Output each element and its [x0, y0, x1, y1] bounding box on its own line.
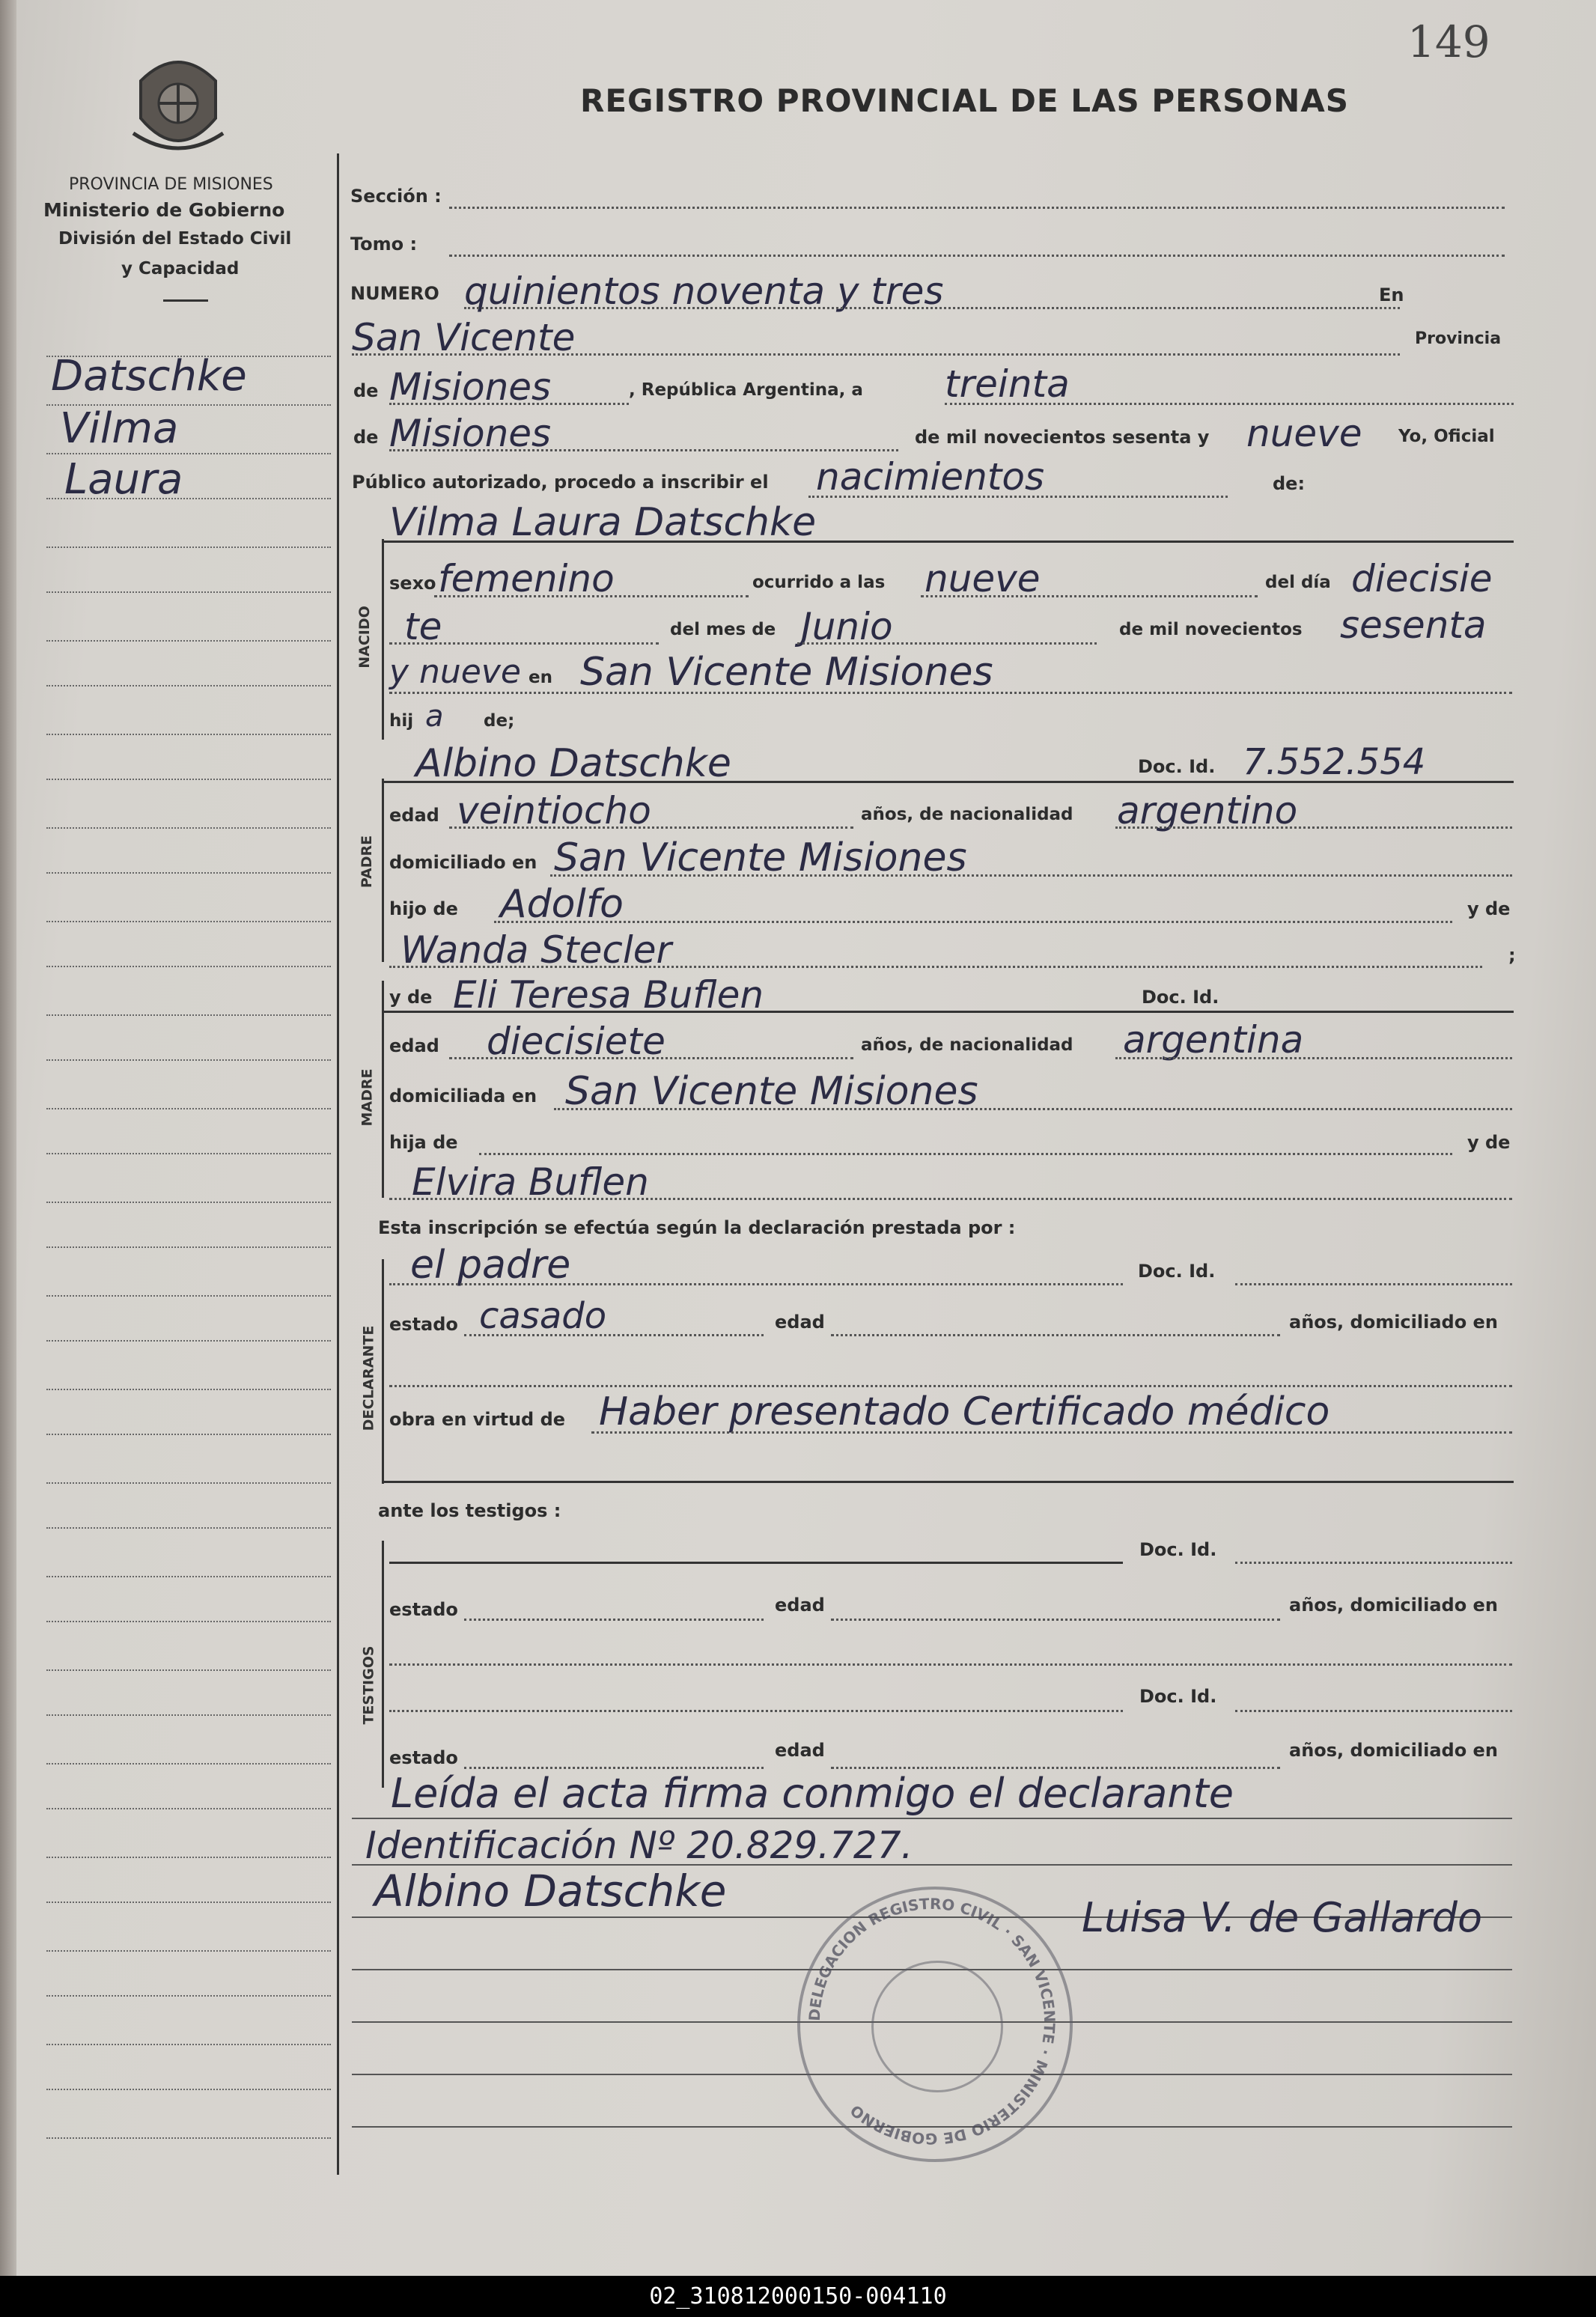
acto-line [808, 496, 1228, 498]
testigos-bracket [382, 1541, 384, 1788]
padre-dom-label: domiciliado en [389, 852, 537, 873]
svg-text:DELEGACION REGISTRO CIVIL · SA: DELEGACION REGISTRO CIVIL · SAN VICENTE · MINISTERIO DE GOBIERNO [805, 1894, 1059, 2149]
lugar-line [389, 692, 1512, 694]
margin-middle-name: Laura [64, 455, 183, 504]
tomo-label: Tomo : [350, 234, 418, 255]
book-spine [0, 0, 16, 2276]
de-label: de [353, 380, 379, 401]
hora-line [921, 595, 1258, 597]
madre-doc-label: Doc. Id. [1142, 987, 1219, 1008]
closing-line1: Leída el acta firma conmigo el declarante [391, 1770, 1234, 1817]
dia-cont-line [389, 642, 659, 645]
testigo1-name-line [389, 1562, 1123, 1564]
testigo1-edad-label: edad [775, 1595, 825, 1616]
coat-of-arms-icon [126, 51, 231, 163]
madre-yde2-label: y de [1467, 1132, 1511, 1153]
de3-label: de: [1273, 473, 1306, 494]
margin-surname: Datschke [51, 352, 247, 401]
padre-name-line [382, 781, 1514, 783]
declarante-doc-label: Doc. Id. [1138, 1261, 1216, 1282]
padre-dom-line [550, 874, 1512, 877]
place-line [352, 353, 1400, 356]
madre-nac-value: argentina [1123, 1018, 1304, 1062]
closing-line2: Identificación Nº 20.829.727. [365, 1824, 913, 1867]
page-title: REGISTRO PROVINCIAL DE LAS PERSONAS [580, 82, 1350, 119]
sexo-line [434, 595, 749, 597]
madre-bracket [382, 981, 384, 1198]
declarante-name-line [389, 1283, 1123, 1285]
testigo1-estado-line [464, 1619, 764, 1621]
padre-hijo-line [494, 921, 1452, 923]
seccion-line [449, 207, 1505, 209]
padre-dom-value: San Vicente Misiones [554, 835, 967, 880]
padre-yde-label: y de [1467, 898, 1511, 919]
madre-label: MADRE [359, 1068, 376, 1127]
madre-madre-line [389, 1198, 1512, 1200]
padre-bracket [382, 779, 384, 962]
padre-edad-line [449, 826, 853, 829]
year-label: de mil novecientos sesenta y [915, 427, 1210, 448]
margin-first-name: Vilma [60, 404, 179, 453]
declarante-estado-label: estado [389, 1314, 458, 1335]
stamp-text-ring [797, 1887, 1067, 2156]
en-lugar-label: en [529, 668, 552, 687]
province-value: Misiones [389, 365, 552, 409]
numero-line [464, 307, 1400, 309]
numero-label: NUMERO [350, 283, 439, 304]
padre-hijo-label: hijo de [389, 898, 458, 919]
month-value: Misiones [389, 412, 552, 455]
acto-value: nacimientos [816, 455, 1045, 499]
en-label: En [1379, 284, 1404, 305]
declarante-name: el padre [410, 1243, 571, 1288]
padre-semicolon: ; [1508, 945, 1516, 966]
declarante-estado-value: casado [479, 1295, 607, 1337]
hij-de-label: de; [484, 711, 515, 731]
madre-name-line [382, 1011, 1514, 1013]
padre-doc-value: 7.552.554 [1243, 741, 1426, 783]
publico-label: Público autorizado, procedo a inscribir el [352, 472, 769, 493]
declarante-bottom-line [382, 1481, 1514, 1483]
madre-hija-line [479, 1153, 1452, 1155]
madre-anios-label: años, de nacionalidad [861, 1035, 1073, 1055]
testigo1-edad-line [831, 1619, 1280, 1621]
madre-nac-line [1115, 1057, 1512, 1059]
padre-nac-value: argentino [1117, 789, 1298, 832]
testigos-intro-label: ante los testigos : [378, 1500, 561, 1521]
republica-label: , República Argentina, a [629, 380, 863, 400]
org-underline [163, 299, 208, 302]
de2-label: de [353, 427, 379, 448]
madre-edad-line [449, 1057, 853, 1059]
nacido-bracket [382, 539, 384, 740]
declaracion-label: Esta inscripción se efectúa según la declaración prestada por : [378, 1217, 1016, 1238]
madre-edad-value: diecisiete [487, 1020, 665, 1063]
declarante-doc-line [1235, 1283, 1512, 1285]
testigos-label: TESTIGOS [360, 1645, 377, 1725]
tomo-line [449, 255, 1505, 257]
sexo-label: sexo [389, 573, 436, 594]
page-number: 149 [1407, 16, 1490, 67]
oficial-label: Yo, Oficial [1398, 427, 1495, 446]
testigo2-estado-line [464, 1767, 764, 1769]
declarante-estado-line [464, 1334, 764, 1336]
padre-madre-line [389, 966, 1482, 968]
testigo1-doc-line [1235, 1562, 1512, 1564]
hora-value: nueve [925, 557, 1041, 600]
anio-continued: y nueve [389, 653, 521, 691]
lugar-value: San Vicente Misiones [580, 650, 993, 695]
padre-doc-label: Doc. Id. [1138, 756, 1216, 777]
declarante-obra-value: Haber presentado Certificado médico [599, 1389, 1330, 1434]
testigo1-doc-label: Doc. Id. [1139, 1539, 1217, 1560]
testigo2-anios-label: años, domiciliado en [1289, 1740, 1498, 1761]
provincia-label: Provincia [1415, 329, 1502, 348]
nacido-name: Vilma Laura Datschke [389, 500, 817, 545]
padre-madre-value: Wanda Stecler [400, 928, 672, 972]
org-division: División del Estado Civil [58, 229, 292, 249]
mes-line [797, 642, 1097, 645]
madre-yde-label: y de [389, 987, 433, 1008]
mil-label: de mil novecientos [1119, 620, 1303, 639]
testigo1-estado-label: estado [389, 1599, 458, 1620]
declarante-label: DECLARANTE [360, 1325, 377, 1431]
dia-value: diecisie [1351, 557, 1493, 600]
province-line [389, 403, 629, 405]
official-stamp [797, 1887, 1073, 2162]
anio-value: sesenta [1340, 603, 1487, 647]
numero-value: quinientos noventa y tres [464, 270, 944, 313]
testigo2-edad-line [831, 1767, 1280, 1769]
day-value: treinta [945, 362, 1070, 406]
year-value: nueve [1246, 412, 1362, 455]
testigo2-name-line [389, 1710, 1123, 1712]
del-mes-label: del mes de [670, 620, 776, 639]
testigo1-anios-label: años, domiciliado en [1289, 1595, 1498, 1616]
padre-label: PADRE [359, 835, 376, 889]
madre-dom-label: domiciliada en [389, 1086, 537, 1106]
padre-name: Albino Datschke [415, 741, 731, 786]
declarante-edad-line [831, 1334, 1280, 1336]
signature-oficial: Luisa V. de Gallardo [1082, 1894, 1482, 1941]
declarante-anios-label: años, domiciliado en [1289, 1312, 1498, 1333]
padre-anios-label: años, de nacionalidad [861, 805, 1073, 824]
padre-nac-line [1115, 826, 1512, 829]
sexo-value: femenino [438, 557, 615, 600]
testigo2-estado-label: estado [389, 1747, 458, 1768]
signature-declarante: Albino Datschke [374, 1866, 727, 1916]
testigo2-doc-line [1235, 1710, 1512, 1712]
padre-edad-value: veintiocho [457, 789, 651, 832]
main-left-border [337, 153, 339, 2175]
testigo2-doc-label: Doc. Id. [1139, 1686, 1217, 1707]
madre-hija-label: hija de [389, 1132, 458, 1153]
seccion-label: Sección : [350, 186, 442, 207]
declarante-bracket [382, 1259, 384, 1484]
ocurrido-label: ocurrido a las [752, 573, 886, 592]
closing-line1-rule [352, 1818, 1512, 1819]
day-line [945, 403, 1514, 405]
testigo2-edad-label: edad [775, 1740, 825, 1761]
madre-madre-value: Elvira Buflen [412, 1160, 649, 1204]
hij-value: a [425, 699, 444, 734]
nacido-label: NACIDO [356, 606, 373, 669]
declarante-dom-line [389, 1385, 1512, 1387]
madre-edad-label: edad [389, 1035, 439, 1056]
org-capacidad: y Capacidad [121, 259, 240, 278]
org-ministry: Ministerio de Gobierno [43, 199, 285, 221]
hij-label: hij [389, 711, 414, 731]
place-value: San Vicente [352, 316, 576, 359]
mes-value: Junio [801, 605, 893, 648]
padre-hijo-value: Adolfo [500, 882, 624, 927]
declarante-obra-line [591, 1431, 1512, 1434]
declarante-obra-label: obra en virtud de [389, 1409, 566, 1430]
testigo1-dom-line [389, 1663, 1512, 1666]
nacido-name-line [382, 541, 1514, 543]
declarante-edad-label: edad [775, 1312, 825, 1333]
madre-dom-line [554, 1108, 1512, 1110]
padre-edad-label: edad [389, 805, 439, 826]
madre-dom-value: San Vicente Misiones [565, 1069, 978, 1114]
dia-continued: te [404, 605, 442, 648]
footer-identifier: 02_310812000150-004110 [0, 2276, 1596, 2317]
org-province: PROVINCIA DE MISIONES [69, 175, 273, 194]
madre-name: Eli Teresa Buflen [453, 973, 764, 1017]
month-line [389, 449, 898, 451]
del-dia-label: del día [1265, 573, 1331, 592]
